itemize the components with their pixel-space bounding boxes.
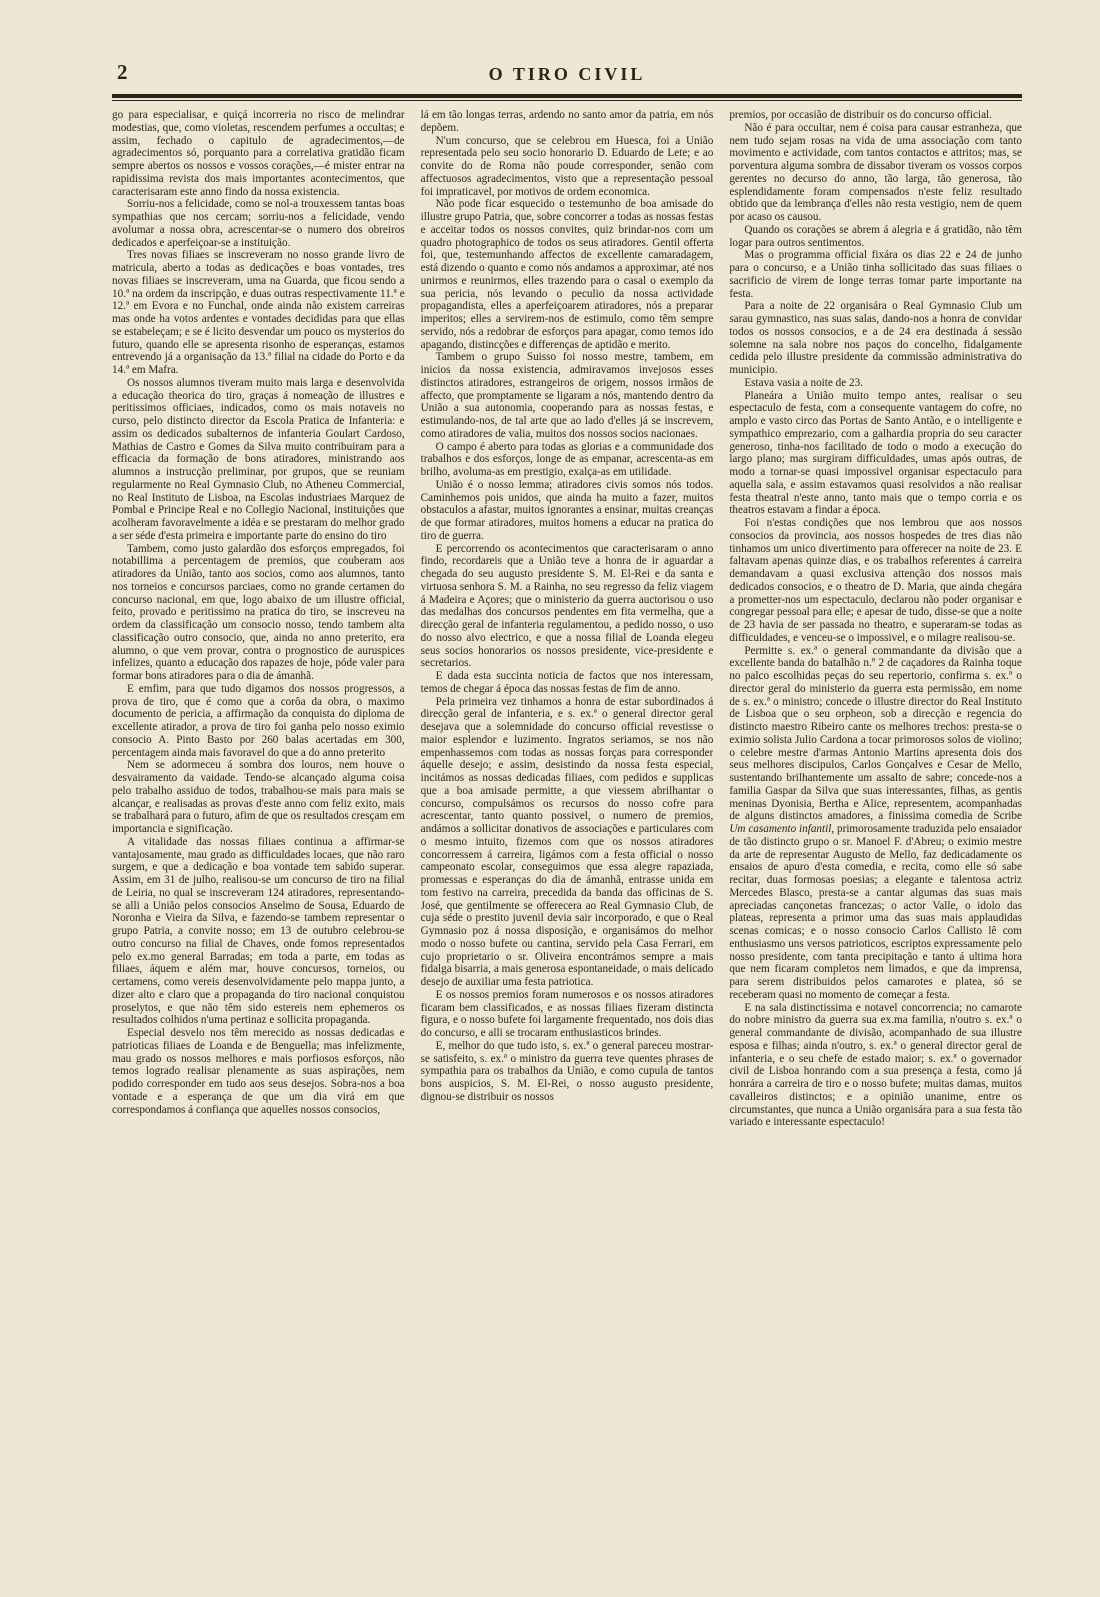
paragraph-text: , primorosamente traduzida pelo ensaiador de tão distincto grupo o sr. Manoel F. d'Abreu; o eximio mestre da arte de representar Augusto de Mello, faz dedicadamente os ensaios de apuro d'esta comedia, e recita, como elle só sabe recitar, duas formosas poesias; a elegante e talentosa actriz Mercedes Blasco, presta-se a cantar algumas das suas mais apreciadas cançonetas francezas; o actor Valle, o idolo das plateas, representa a primor uma das suas mais applaudidas scenas comicas; e o nosso consocio Carlos Callisto lê com enthusiasmo uns versos patrioticos, escriptos expressamente pelo nosso presidente, com tanta precipitação e tanto á ultima hora que nem ficaram completos nem limados, e que da imprensa, para serem distribuidos pelos camarotes e platea, só se receberam quasi no momento de começar a festa. [729,823,1022,1001]
paragraph: Nem se adormeceu á sombra dos louros, nem houve o desvairamento da vaidade. Tendo-se alcançado alguma coisa pelo trabalho assiduo de todos, trabalhou-se mais para mais se alcançar, e realisadas as provas d'este anno com feliz exito, mais se trabalhará para o futuro, afim de que os resultados cresçam em importancia e significação. [112,759,405,835]
journal-title: O TIRO CIVIL [488,64,646,84]
paragraph: E dada esta succinta noticia de factos que nos interessam, temos de chegar á época das nossas festas de fim de anno. [420,670,714,695]
paragraph: E percorrendo os acontecimentos que caracterisaram o anno findo, recordareis que a União teve a honra de ir aguardar a chegada do seu augusto presidente S. M. El-Rei e da santa e virtuosa senhora S. M. a Rainha, no seu regresso da feliz viagem á Madeira e Açores; que o ministerio da guerra auctorisou o uso das medalhas dos concursos pendentes em fita vermelha, que a direcção geral de infanteria regulamentou, a pedido nosso, o uso do nosso alvo electrico, e que a nossa filial de Loanda elegeu seus socios honorarios os nossos presidente, vice-presidente e secretarios. [420,542,714,670]
paragraph: E os nossos premios foram numerosos e os nossos atiradores ficaram bem classificados, e as nossas filiaes fizeram distincta figura, e o nosso bufete foi largamente frequentado, nos dois dias do concurso, e alli se trocaram enthusiasticos brindes. [420,988,714,1039]
paragraph: A vitalidade das nossas filiaes continua a affirmar-se vantajosamente, mau grado as difficuldades locaes, que não raro surgem, e que a dedicação e boa vontade tem sabido superar. Assim, em 31 de julho, realisou-se um concurso de tiro na filial de Leiria, no qual se inscreveram 124 atiradores, representando-se alli a União pelos consocios Anselmo de Sousa, Eduardo de Noronha e Vieira da Silva, e fazendo-se tambem representar o grupo Patria, a convite nosso; em 13 de outubro celebrou-se outro concurso na filial de Chaves, onde fomos representados pelo ex.mo general Barradas; em toda a parte, em todas as filiaes, áquem e além mar, houve concursos, torneios, ou certamens, como vereis desenvolvidamente pelo mappa junto, a dizer alto e claro que a propaganda do tiro nacional conquistou proselytos, e que não têm sido estereis nem ephemeros os resultados colhidos n'uma pertinaz e sollicita propaganda. [112,835,405,1027]
paragraph: Quando os corações se abrem á alegria e á gratidão, não têm logar para outros sentimentos. [729,223,1022,249]
paragraph: premios, por occasião de distribuir os do concurso official. [729,109,992,121]
paragraph: União é o nosso lemma; atiradores civis somos nós todos. Caminhemos pois unidos, que ainda ha muito a fazer, muitos obstaculos a afastar, muitos ignorantes a ensinar, muitas creanças de que formar atiradores, muitos homens a educar na pratica do tiro de guerra. [420,478,714,542]
paragraph: Os nossos alumnos tiveram muito mais larga e desenvolvida a educação theorica do tiro, graças á nomeação de illustres e peritissimos officiaes, indicados, como os mais notaveis no curso, pelo distincto director da Escola Pratica de Infanteria: e assim os dedicados subalternos de infanteria Goulart Cardoso, Mathias de Castro e Gomes da Silva muito contribuiram para a efficacia da formação de bons atiradores, ministrando aos alumnos a instrucção preliminar, por grupos, que se reuniam regularmente no Real Gymnasio Club, no Atheneu Commercial, no Real Instituto de Lisboa, na Escolas industriaes Marquez de Pombal e Principe Real e no Collegio Nacional, instituições que acolheram favoravelmente a idéa e se prestaram do melhor grado a ser séde d'esta primeira e importante parte do ensino do tiro [112,376,405,542]
paragraph: lá em tão longas terras, ardendo no santo amor da patria, em nós depõem. [420,109,714,134]
paragraph: Não é para occultar, nem é coisa para causar estranheza, que nem tudo sejam rosas na vida de uma associação com tanto movimento e actividade, com tantos contactos e attritos; mas, se porventura alguma sombra de dissabor tiveram os vossos corpos gerentes no decurso do anno, tão larga, tão generosa, tão esplendidamente foram compensados n'este feliz resultado obtido que da lembrança d'elles não resta vestigio, nem de quem por acaso os causou. [729,121,1022,223]
paragraph: Para a noite de 22 organisára o Real Gymnasio Club um sarau gymnastico, nas suas salas, dando-nos a honra de convidar todos os nossos consocios, e a de 24 era destinada á sessão solemne na sala nobre nos paços do concelho, fidalgamente cedida pelo illustre presidente da commissão administrativa do municipio. [729,300,1022,376]
column-2 [421,109,714,1564]
paragraph: go para especialisar, e quiçá incorreria no risco de melindrar modestias, que, como violetas, rescendem perfumes a occultas; e assim, fechado o capitulo de agradecimentos,—de agradecimentos só, porquanto para a correlativa gratidão ficam sempre abertos os nossos e vossos corações,—é mister entrar na rapidissima revista dos mais importantes acontecimentos, que caracterisaram este anno findo da nossa existencia. [112,109,405,198]
paragraph: Tambem, como justo galardão dos esforços empregados, foi notabillima a percentagem de premios, que couberam aos atiradores da União, tanto aos socios, como aos alumnos, tanto nos torneios e concursos parciaes, como no grande certamen do concurso nacional, em que, logo abaixo de um illustre official, feito, provado e peritissimo na pratica do tiro, se inscreveu na ordem da classificação um consocio nosso, tendo tambem alta classificação outro consocio, que, ainda no anno preterito, era alumno, o que vem provar, contra o prognostico de auruspices infelizes, quanto a educação dos rapazes de hoje, póde valer para formar bons atiradores para o dia de ámanhã. [112,542,405,682]
paragraph: E emfim, para que tudo digamos dos nossos progressos, a prova de tiro, que é como que a corôa da obra, o maximo documento de pericia, a affirmação da conquista do diploma de excellente atirador, a prova de tiro foi ganha pelo nosso eximio consocio A. Pinto Basto por 260 balas acertadas em 300, percentagem ainda mais favoravel do que a do anno preterito [112,682,405,759]
paragraph: Especial desvelo nos têm merecido as nossas dedicadas e patrioticas filiaes de Loanda e de Benguella; mas infelizmente, mau grado os nossos melhores e mais porfiosos esforços, não temos logrado realisar plenamente as suas aspirações, nem podido corresponder em tudo aos seus desejos. Sobra-nos a boa vontade e a esperança de que um dia virá em que correspondamos á confiança que aquelles nossos consocios, [112,1027,405,1116]
page-number: 2 [117,60,128,84]
paragraph: Não pode ficar esquecido o testemunho de boa amisade do illustre grupo Patria, que, sobre concorrer a todas as nossas festas e acceitar todos os nossos convites, quiz brindar-nos com um quadro photographico de todos os seus atiradores. Gentil offerta foi, que, testemunhando affectos de excellente camaradagem, está dizendo o quanto e como nós andamos a approximar, até nos unirmos e reunirmos, elles trazendo para o casal o exemplo da sua pericia, nós levando o peculio da nossa actividade propagandista, elles a aperfeiçoarem atiradores, nós a preparar imperitos; elles a servirem-nos de estimulo, como têm sempre servido, nós a redobrar de esforços para apagar, como temos ido apagando, distincções e differenças de aptidão e merito. [420,198,714,351]
header-rule-thin [112,100,1022,101]
paragraph: Foi n'estas condições que nos lembrou que aos nossos consocios da provincia, aos nossos hospedes de tres dias não tinhamos um unico divertimento para offerecer na noite de 23. E faltavam apenas quinze dias, e os trabalhos referentes á carreira demandavam a quasi exclusiva attenção dos nossos mais dedicados consocios, e o theatro de D. Maria, que ainda chegára a prometter-nos um espectaculo, declarou não poder organisar e congregar pessoal para elle; e apesar de tudo, disse-se que a noite de 23 havia de ser passada no theatro, e superaram-se todas as difficuldades, e venceu-se o impossivel, e o milagre realisou-se. [729,517,1022,644]
paragraph: Tres novas filiaes se inscreveram no nosso grande livro de matricula, aberto a todas as dedicações e boas vontades, tres novas filiaes se inscreveram, uma na Guarda, que ficou sendo a 10.ª na ordem da inscripção, e duas outras respectivamente 11.ª e 12.ª em Evora e no Funchal, onde ainda não existem carreiras mas onde ha votos ardentes e vontades decididas para que ellas se estabeleçam; e se é licito desvendar um pouco os mysterios do futuro, quando elle se apresenta risonho de esperanças, estamos entrevendo já a organisação da 13.ª filial na cidade do Porto e da 14.ª em Mafra. [112,249,405,376]
column-3 [729,109,1022,1564]
paragraph: Pela primeira vez tinhamos a honra de estar subordinados á direcção geral de infanteria, e s. ex.ª o general director geral desejava que a solemnidade do concurso official revestisse o maior esplendor e luzimento. Ingratos seriamos, se nos não empenhassemos com todas as nossas forças para corresponder áquelle desejo; e assim, desistindo da nossa festa especial, incitámos as nossas dedicadas filiaes, com pedidos e supplicas que a boa amisade permitte, a que viessem abrilhantar o concurso, compulsámos os recursos do nosso cofre para acrescentar, tanto quanto possivel, o numero de premios, andámos a sollicitar donativos de associações e particulares com o mesmo intuito, fizemos com que os nossos atiradores concorressem á carreira, ligámos com a festa official o nosso campeonato escolar, conseguimos que essa alegre rapaziada, promessas e esperanças do dia de ámanhã, entrasse unida em tom festivo na carreira, precedida da banda das officinas de S. José, que gentilmente se offerecera ao Real Gymnasio Club, de cuja séde o prestito juvenil devia sair incorporado, e que o Real Gymnasio poz á nossa disposição, e organisámos do melhor modo o nosso bufete ou cantina, servido pela Casa Ferrari, em cujo proprietario o sr. Oliveira encontrámos sempre a mais fidalga bisarria, a mais generosa espontaneidade, o mais delicado desejo de auxiliar uma festa patriotica. [420,695,714,988]
paragraph [729,645,1022,1002]
header-rule-thick [112,94,1022,98]
paragraph: E na sala distinctissima e notavel concorrencia; no camarote do nobre ministro da guerra sua ex.ma familia, n'outro s. ex.ª o general commandante de divisão, acompanhado de sua illustre esposa e filhas; ainda n'outro, s. ex.ª o general director geral de infanteria, e o seu chefe de estado maior; s. ex.ª o governador civil de Lisboa honrando com a sua presença a festa, como já honrára a carreira de tiro e o nosso bufete; muitas damas, muitos cavalleiros distinctos; e a opinião unanime, entre os circumstantes, que nunca a União organisára para a sua festa tão variado e interessante espectaculo! [729,1001,1022,1129]
paragraph: E, melhor do que tudo isto, s. ex.ª o general pareceu mostrar-se satisfeito, s. ex.ª o ministro da guerra teve quentes phrases de sympathia para os trabalhos da União, e como cupula de tantos bons auspicios, S. M. El-Rei, o nosso augusto presidente, dignou-se distribuir os nossos [420,1039,714,1103]
paragraph: Planeára a União muito tempo antes, realisar o seu espectaculo de festa, com a consequente vantagem do cofre, no amplo e vasto circo das Portas de Santo Antão, e o intelligente e sympathico emprezario, com a galhardia propria do seu caracter generoso, tinha-nos facilitado de todo o modo a execução do largo plano; mas surgiram difficuldades, umas após outras, de modo a tornar-se quasi impossivel organisar espectaculo para aquella sala, e assim estavamos quasi resolvidos a não realisar festa theatral n'este anno, tanto mais que o tempo corria e os theatros estavam a findar a época. [729,389,1022,517]
page-header [112,58,1022,86]
paragraph: O campo é aberto para todas as glorias e a communidade dos trabalhos e dos esforços, longe de as empanar, acrescenta-as em brilho, avoluma-as em prestigio, exalça-as em utilidade. [420,440,714,478]
paragraph-text: Permitte s. ex.ª o general commandante da divisão que a excellente banda do batalhão n.º 2 de caçadores da Rainha toque no palco escolhidas peças do seu repertorio, confirma s. ex.ª o director geral do ministerio da guerra esta permissão, em nome de s. ex.ª o ministro; concede o illustre director do Real Instituto de Lisboa que o seu orpheon, sob a direcção e regencia do distincto maestro Ribeiro cante os melhores trechos: presta-se o eximio solista Julio Cardona a tocar primorosos solos de violino; o celebre mestre d'armas Antonio Martins apresenta dois dos seus melhores discipulos, Carlos Gonçalves e Cesar de Mello, sustentando brilhantemente um assalto de sabre; concede-nos a familia Gaspar da Silva que suas interessantes, filhas, as gentis meninas Dyonisia, Bertha e Alice, representem, acompanhadas de alguns distinctos amadores, a finissima comedia de Scribe [729,644,1022,823]
paragraph: N'um concurso, que se celebrou em Huesca, foi a União representada pelo seu socio honorario D. Eduardo de Lete; e ao convite do de Roma não poude corresponder, senão com affectuosos agradecimentos, visto que a representação pessoal foi impraticavel, por motivos de ordem economica. [420,134,714,198]
paragraph: Mas o programma official fixára os dias 22 e 24 de junho para o concurso, e a União tinha sollicitado das suas filiaes o sacrificio de virem de longe terras tomar parte importante na festa. [729,249,1022,300]
paragraph: Sorriu-nos a felicidade, como se nol-a trouxessem tantas boas sympathias que nos cercam; sorriu-nos a felicidade, vendo avolumar a nossa obra, acrescentar-se o numero dos obreiros dedicados e aperfeiçoar-se a instituição. [112,198,405,249]
paragraph: Estava vasia a noite de 23. [744,376,863,389]
paragraph: Tambem o grupo Suisso foi nosso mestre, tambem, em inicios da nossa existencia, admiravamos invejosos esses distinctos atiradores, estrangeiros de origem, nossos irmãos de affecto, que promptamente se ligaram a nós, mantendo dentro da União a sua autonomia, cooperando para as nossas festas, e estimulando-nos, de tal arte que ao lado d'elles já se inscrevem, como atiradores de valia, muitos dos nossos socios nacionaes. [420,351,714,440]
column-1 [112,109,405,1564]
comedy-title: Um casamento infantil [729,823,832,835]
text-columns [112,109,1022,1564]
